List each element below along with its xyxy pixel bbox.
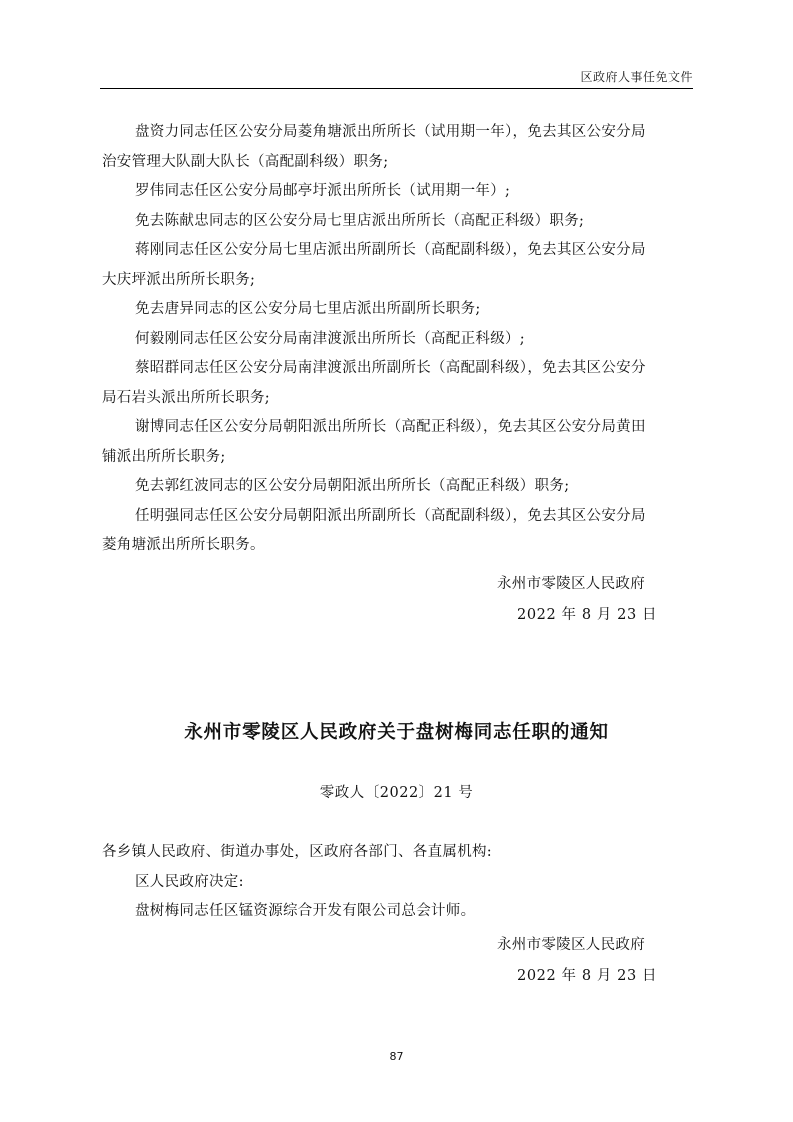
appointment-line: 铺派出所所长职务; [102,448,226,465]
notice-body [102,838,694,927]
appointment-line: 免去郭红波同志的区公安分局朝阳派出所所长（高配正科级）职务; [135,478,570,494]
document-header-label: 区政府人事任免文件 [580,70,693,84]
notice-decision: 盘树梅同志任区锰资源综合开发有限公司总会计师。 [135,903,476,919]
notice-addressee: 各乡镇人民政府、街道办事处，区政府各部门、各直属机构: [102,844,492,860]
appointment-line: 蒋刚同志任区公安分局七里店派出所副所长（高配副科级），免去其区公安分局 [135,242,646,258]
appointment-line: 任明强同志任区公安分局朝阳派出所副所长（高配副科级），免去其区公安分局 [135,507,646,524]
issue-date: 2022 年 8 月 23 日 [517,607,658,623]
appointment-line: 菱角塘派出所所长职务。 [102,537,265,553]
appointment-line: 谢博同志任区公安分局朝阳派出所所长（高配正科级），免去其区公安分局黄田 [135,419,646,435]
notice-title: 永州市零陵区人民政府关于盘树梅同志任职的通知 [184,722,609,743]
notice-decision-intro: 区人民政府决定: [135,873,244,890]
header-divider [100,88,693,89]
appointment-line: 罗伟同志任区公安分局邮亭圩派出所所长（试用期一年）; [135,183,511,199]
notice-issuer-signature: 永州市零陵区人民政府 [497,937,645,953]
page-number: 87 [389,1050,404,1063]
appointment-line: 何毅刚同志任区公安分局南津渡派出所所长（高配正科级）; [135,330,525,347]
appointment-line: 蔡昭群同志任区公安分局南津渡派出所副所长（高配副科级），免去其区公安分 [135,360,646,376]
appointment-line: 局石岩头派出所所长职务; [102,389,270,406]
appointment-list [102,118,694,561]
appointment-line: 免去陈献忠同志的区公安分局七里店派出所所长（高配正科级）职务; [135,212,585,229]
notice-issue-date: 2022 年 8 月 23 日 [517,968,658,984]
document-number: 零政人〔2022〕21 号 [319,785,474,801]
issuer-signature: 永州市零陵区人民政府 [497,576,645,592]
appointment-line: 免去唐异同志的区公安分局七里店派出所副所长职务; [135,301,481,317]
appointment-line: 盘资力同志任区公安分局菱角塘派出所所长（试用期一年），免去其区公安分局 [135,124,646,140]
appointment-line: 大庆坪派出所所长职务; [102,271,256,288]
appointment-line: 治安管理大队副大队长（高配副科级）职务; [102,153,389,170]
